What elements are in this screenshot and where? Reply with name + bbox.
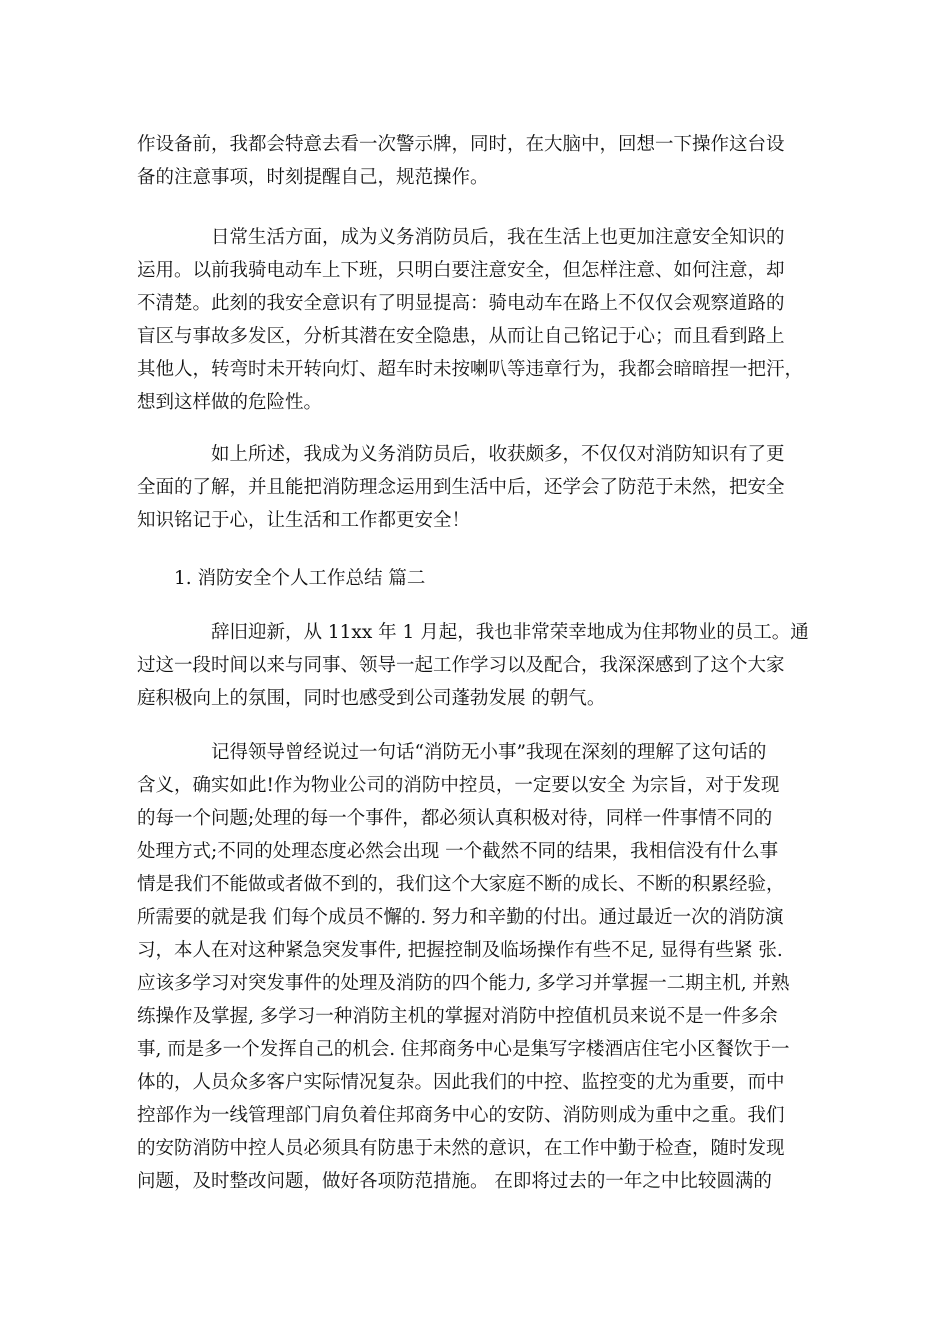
text-line: 辞旧迎新，从 11xx 年 1 月起，我也非常荣幸地成为住邦物业的员工。通 bbox=[211, 622, 809, 643]
text-line: 过这一段时间以来与同事、领导一起工作学习以及配合，我深深感到了这个大家 bbox=[137, 655, 785, 676]
text-line: 日常生活方面，成为义务消防员后，我在生活上也更加注意安全知识的 bbox=[211, 227, 785, 248]
paragraph-3 bbox=[137, 438, 817, 537]
paragraph-1 bbox=[137, 128, 817, 194]
text-line: 全面的了解，并且能把消防理念运用到生活中后，还学会了防范于未然，把安全 bbox=[137, 477, 785, 498]
text-line: 盲区与事故多发区，分析其潜在安全隐患，从而让自己铭记于心；而且看到路上 bbox=[137, 326, 785, 347]
text-line: 作设备前，我都会特意去看一次警示牌，同时，在大脑中，回想一下操作这台设 bbox=[137, 134, 785, 155]
text-line: 应该多学习对突发事件的处理及消防的四个能力, 多学习并掌握一二期主机, 并熟 bbox=[137, 973, 790, 994]
text-line: 备的注意事项，时刻提醒自己，规范操作。 bbox=[137, 167, 489, 188]
text-line: 事, 而是多一个发挥自己的机会. 住邦商务中心是集写字楼酒店住宅小区餐饮于一 bbox=[137, 1039, 790, 1060]
paragraph-4 bbox=[137, 616, 817, 715]
text-line: 庭积极向上的氛围，同时也感受到公司蓬勃发展 的朝气。 bbox=[137, 688, 606, 709]
text-line: 问题，及时整改问题，做好各项防范措施。 在即将过去的一年之中比较圆满的 bbox=[137, 1171, 772, 1192]
text-line: 记得领导曾经说过一句话“消防无小事”我现在深刻的理解了这句话的 bbox=[211, 742, 767, 763]
text-line: 练操作及掌握, 多学习一种消防主机的掌握对消防中控值机员来说不是一件多余 bbox=[137, 1006, 778, 1027]
text-line: 的每一个问题;处理的每一个事件，都必须认真积极对待，同样一件事情不同的 bbox=[137, 808, 773, 829]
text-line: 的安防消防中控人员必须具有防患于未然的意识，在工作中勤于检查，随时发现 bbox=[137, 1138, 785, 1159]
text-line: 不清楚。此刻的我安全意识有了明显提高：骑电动车在路上不仅仅会观察道路的 bbox=[137, 293, 785, 314]
paragraph-5 bbox=[137, 736, 817, 1198]
text-line: 想到这样做的危险性。 bbox=[137, 392, 323, 413]
text-line: 所需要的就是我 们每个成员不懈的. 努力和辛勤的付出。通过最近一次的消防演 bbox=[137, 907, 784, 928]
text-line: 知识铭记于心，让生活和工作都更安全！ bbox=[137, 510, 471, 531]
text-line: 其他人，转弯时未开转向灯、超车时未按喇叭等违章行为，我都会暗暗捏一把汗， bbox=[137, 359, 804, 380]
text-line: 如上所述，我成为义务消防员后，收获颇多，不仅仅对消防知识有了更 bbox=[211, 444, 785, 465]
text-line: 含义，确实如此!作为物业公司的消防中控员，一定要以安全 为宗旨，对于发现 bbox=[137, 775, 780, 796]
text-line: 运用。以前我骑电动车上下班，只明白要注意安全，但怎样注意、如何注意，却 bbox=[137, 260, 785, 281]
text-line: 习，本人在对这种紧急突发事件, 把握控制及临场操作有些不足, 显得有些紧 张. bbox=[137, 940, 783, 961]
text-line: 情是我们不能做或者做不到的，我们这个大家庭不断的成长、不断的积累经验， bbox=[137, 874, 785, 895]
paragraph-2 bbox=[137, 221, 817, 419]
section-heading: 1. 消防安全个人工作总结 篇二 bbox=[174, 568, 426, 589]
text-line: 体的，人员众多客户实际情况复杂。因此我们的中控、监控变的尤为重要，而中 bbox=[137, 1072, 785, 1093]
text-line: 处理方式;不同的处理态度必然会出现 一个截然不同的结果，我相信没有什么事 bbox=[137, 841, 779, 862]
text-line: 控部作为一线管理部门肩负着住邦商务中心的安防、消防则成为重中之重。我们 bbox=[137, 1105, 785, 1126]
